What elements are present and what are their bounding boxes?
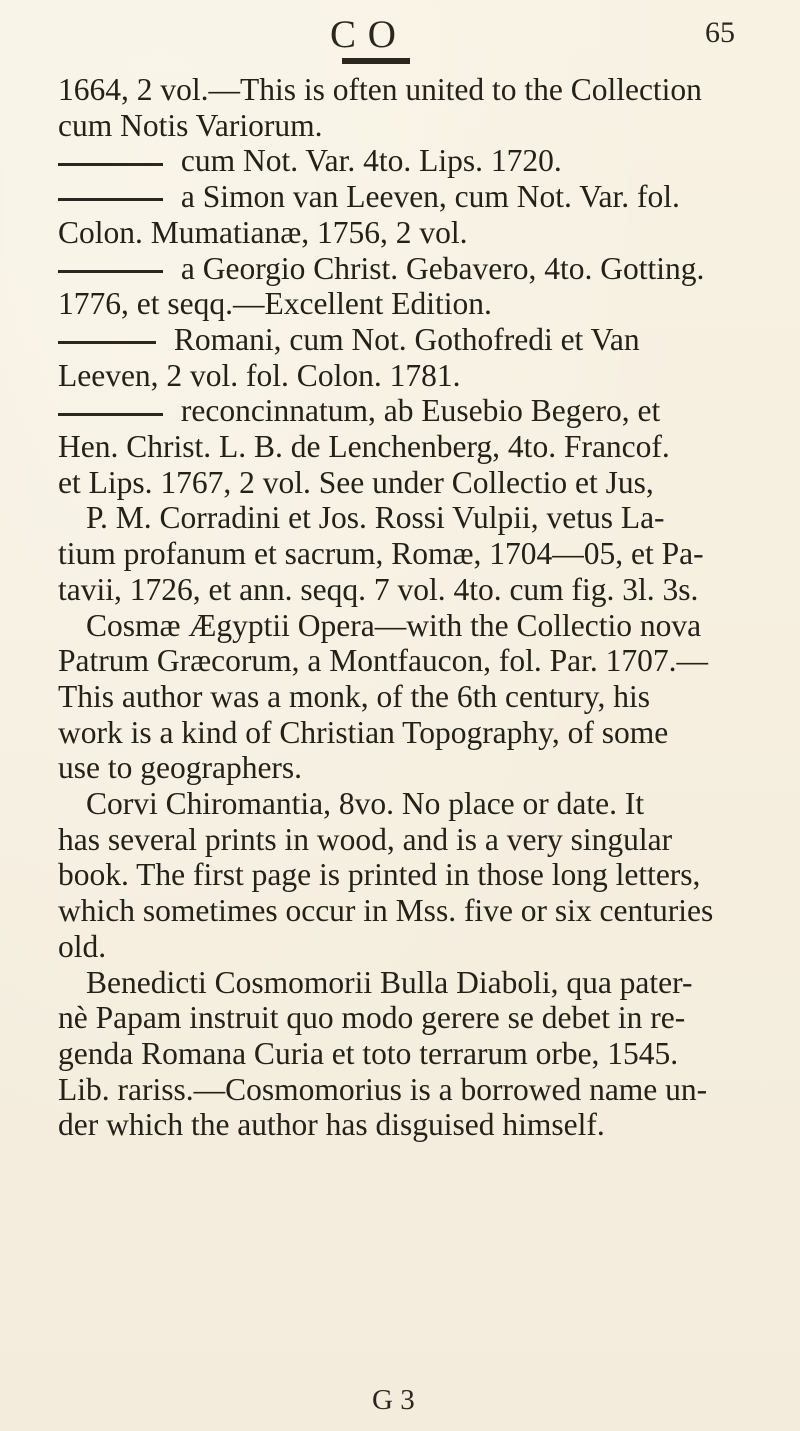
dash-rule (58, 270, 163, 273)
body-line: use to geographers. (58, 750, 303, 786)
body-line-with-dash (58, 322, 778, 358)
dash-rule (58, 198, 163, 201)
body-line-text: Romani, cum Not. Gothofredi et Van (173, 321, 640, 357)
body-line: der which the author has disguised himself. (58, 1107, 605, 1143)
body-line: nè Papam instruit quo modo gerere se debet in re- (58, 1000, 686, 1036)
body-line-with-dash (58, 251, 778, 287)
body-line: which sometimes occur in Mss. five or six centuries (58, 893, 714, 929)
body-line: 1776, et seqq.—Excellent Edition. (58, 286, 492, 322)
body-line: Leeven, 2 vol. fol. Colon. 1781. (58, 357, 461, 393)
page-header (0, 0, 800, 76)
body-line: book. The first page is printed in those long letters, (58, 857, 701, 893)
running-head: C O (330, 13, 397, 56)
body-line-with-dash (58, 393, 778, 429)
body-line: work is a kind of Christian Topography, of some (58, 714, 669, 750)
body-line-with-dash (58, 179, 778, 215)
body-line: Colon. Mumatianæ, 1756, 2 vol. (58, 214, 468, 250)
header-rule (342, 58, 410, 64)
body-line: et Lips. 1767, 2 vol. See under Collectio et Jus, (58, 464, 654, 500)
body-line: has several prints in wood, and is a very singular (58, 821, 673, 857)
body-line: tium profanum et sacrum, Romæ, 1704—05, et Pa- (58, 536, 704, 572)
dash-rule (58, 341, 156, 344)
body-line: Cosmæ Ægyptii Opera—with the Collectio nova (86, 607, 702, 643)
body-line: 1664, 2 vol.—This is often united to the Collection (58, 72, 702, 107)
body-line: cum Notis Variorum. (58, 107, 323, 143)
body-line: tavii, 1726, et ann. seqq. 7 vol. 4to. cum fig. 3l. 3s. (58, 571, 699, 607)
page-body (58, 72, 778, 1143)
body-line: genda Romana Curia et toto terrarum orbe, 1545. (58, 1035, 679, 1071)
body-line-text: cum Not. Var. 4to. Lips. 1720. (180, 143, 562, 179)
body-line-with-dash (58, 143, 778, 179)
body-line: Lib. rariss.—Cosmomorius is a borrowed name un- (58, 1071, 708, 1107)
signature-mark: G 3 (372, 1384, 415, 1416)
body-line: Corvi Chiromantia, 8vo. No place or date. It (86, 786, 645, 822)
dash-rule (58, 163, 163, 166)
body-line: P. M. Corradini et Jos. Rossi Vulpii, vetus La- (86, 500, 665, 536)
body-line: Hen. Christ. L. B. de Lenchenberg, 4to. Francof. (58, 429, 670, 465)
body-line-text: a Simon van Leeven, cum Not. Var. fol. (180, 179, 680, 215)
body-line: Benedicti Cosmomorii Bulla Diaboli, qua pater- (86, 964, 693, 1000)
body-line-text: reconcinnatum, ab Eusebio Begero, et (180, 393, 661, 429)
dash-rule (58, 413, 163, 416)
body-line: Patrum Græcorum, a Montfaucon, fol. Par. 1707.— (58, 643, 709, 679)
body-line-text: a Georgio Christ. Gebavero, 4to. Gotting. (180, 250, 705, 286)
body-line: This author was a monk, of the 6th century, his (58, 678, 650, 714)
page-number: 65 (705, 16, 735, 49)
body-line: old. (58, 928, 107, 964)
